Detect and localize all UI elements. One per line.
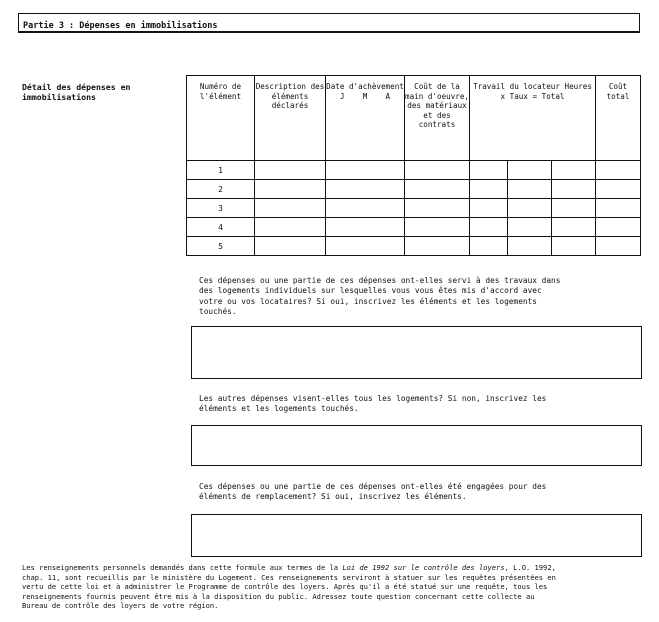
row-number: 5 (187, 237, 255, 256)
law-title: Loi de 1992 sur le contrôle des loyers (342, 563, 505, 572)
date-cell[interactable] (326, 180, 405, 199)
answer-all-units-field[interactable] (191, 425, 642, 466)
header-description: Description des éléments déclarés (255, 76, 326, 161)
table-row (187, 237, 641, 256)
total-cost-cell[interactable] (596, 199, 641, 218)
section-label: Détail des dépenses en immobilisations (22, 82, 131, 102)
hours-cell[interactable] (470, 161, 508, 180)
description-cell[interactable] (255, 218, 326, 237)
total-cost-cell[interactable] (596, 237, 641, 256)
date-cell[interactable] (326, 218, 405, 237)
date-cell[interactable] (326, 237, 405, 256)
header-landlord-work: Travail du locateur Heures x Taux = Total (470, 76, 596, 161)
date-cell[interactable] (326, 161, 405, 180)
answer-individual-units-field[interactable] (191, 326, 642, 379)
header-completion-date: Date d'achèvement J M A (326, 76, 405, 161)
description-cell[interactable] (255, 180, 326, 199)
labour-cost-cell[interactable] (405, 180, 470, 199)
date-subheader: J M A (339, 91, 391, 101)
table-header-row (187, 76, 641, 161)
hours-cell[interactable] (470, 180, 508, 199)
header-element-number: Numéro de l'élément (187, 76, 255, 161)
rate-cell[interactable] (508, 161, 552, 180)
work-total-cell[interactable] (552, 161, 596, 180)
row-number: 3 (187, 199, 255, 218)
total-cost-cell[interactable] (596, 218, 641, 237)
total-cost-cell[interactable] (596, 161, 641, 180)
privacy-notice: Les renseignements personnels demandés dans cette formule aux termes de la Loi de 1992 sur le contrôle des loyers, L.O. 1992, chap. 11, sont recueillis par le ministère du Logement. Ces renseignements serviront à statuer sur les requêtes présentées en vertu de cette loi et à administrer le Programme de contrôle des loyers. Après qu'il a été statué sur une requête, tous les renseignements fournis peuvent être mis à la disposition du public. Adressez toute question concernant cette collecte au Bureau de contrôle des loyers de votre région. (22, 563, 556, 610)
table-row (187, 180, 641, 199)
hours-cell[interactable] (470, 237, 508, 256)
labour-cost-cell[interactable] (405, 237, 470, 256)
question-all-units: Les autres dépenses visent-elles tous les logements? Si non, inscrivez les éléments et les logements touchés. (199, 394, 547, 414)
labour-cost-cell[interactable] (405, 218, 470, 237)
table-row (187, 199, 641, 218)
header-labour-cost: Coût de la main d'oeuvre, des matériaux et des contrats (405, 76, 470, 161)
rate-cell[interactable] (508, 199, 552, 218)
work-total-cell[interactable] (552, 180, 596, 199)
rate-cell[interactable] (508, 218, 552, 237)
row-number: 4 (187, 218, 255, 237)
work-total-cell[interactable] (552, 237, 596, 256)
rate-cell[interactable] (508, 180, 552, 199)
row-number: 2 (187, 180, 255, 199)
description-cell[interactable] (255, 161, 326, 180)
hours-cell[interactable] (470, 199, 508, 218)
table-row (187, 161, 641, 180)
question-replacement-items: Ces dépenses ou une partie de ces dépenses ont-elles été engagées pour des éléments de remplacement? Si oui, inscrivez les éléments. (199, 482, 547, 502)
date-cell[interactable] (326, 199, 405, 218)
table-row (187, 218, 641, 237)
part-header (18, 13, 640, 33)
rate-cell[interactable] (508, 237, 552, 256)
description-cell[interactable] (255, 237, 326, 256)
description-cell[interactable] (255, 199, 326, 218)
header-total-cost: Coût total (596, 76, 641, 161)
work-total-cell[interactable] (552, 218, 596, 237)
total-cost-cell[interactable] (596, 180, 641, 199)
row-number: 1 (187, 161, 255, 180)
question-individual-units: Ces dépenses ou une partie de ces dépenses ont-elles servi à des travaux dans des logements individuels sur lesquelles vous vous êtes mis d'accord avec votre ou vos locataires? Si oui, inscrivez les éléments et les logements touchés. (199, 276, 561, 316)
labour-cost-cell[interactable] (405, 199, 470, 218)
part-title: Partie 3 : Dépenses en immobilisations (23, 21, 218, 31)
labour-cost-cell[interactable] (405, 161, 470, 180)
answer-replacement-items-field[interactable] (191, 514, 642, 557)
expenses-detail-table (186, 75, 641, 256)
hours-cell[interactable] (470, 218, 508, 237)
work-total-cell[interactable] (552, 199, 596, 218)
